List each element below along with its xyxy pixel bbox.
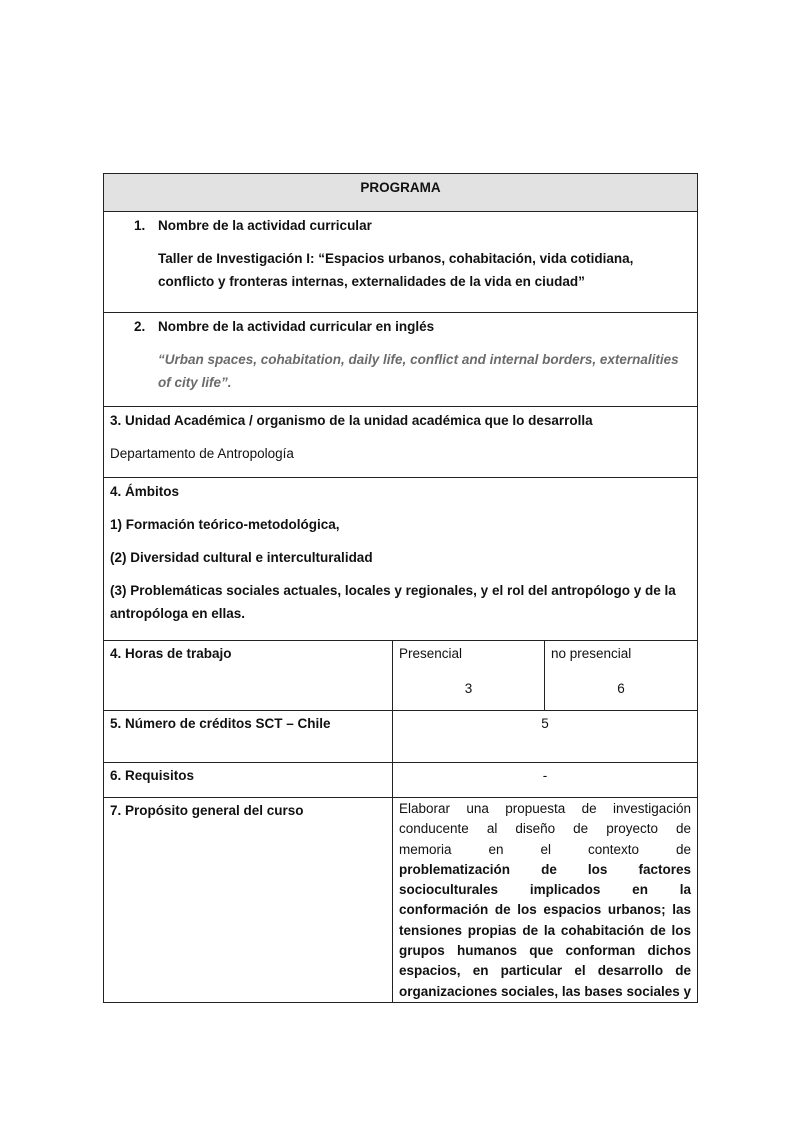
purpose-line-1: Elaborar una propuesta de investigación — [399, 801, 692, 816]
section-3-row — [104, 407, 698, 478]
section-1-title: 1. Nombre de la actividad curricular — [134, 214, 691, 237]
credits-label: 5. Número de créditos SCT – Chile — [104, 711, 393, 763]
presencial-value: 3 — [464, 681, 473, 696]
purpose-line-10: organizaciones sociales, las bases sociales y — [399, 983, 692, 999]
credits-row — [104, 711, 698, 763]
section-3-value: Departamento de Antropología — [110, 446, 294, 461]
section-2-value: “Urban spaces, cohabitation, daily life, conflict and internal borders, externalities of city life”. — [158, 352, 679, 390]
hours-presencial-cell — [393, 641, 545, 711]
section-4-row — [104, 478, 698, 641]
section-2-number: 2. — [134, 319, 146, 334]
purpose-line-4: problematización de los factores — [399, 861, 692, 877]
ambito-item-2: (2) Diversidad cultural e interculturalidad — [110, 550, 373, 565]
purpose-line-8: grupos humanos que conforman dichos — [399, 943, 692, 959]
purpose-text — [393, 798, 698, 1003]
program-header: PROGRAMA — [104, 174, 698, 212]
purpose-line-5: socioculturales implicados en la — [399, 882, 692, 898]
purpose-row — [104, 798, 698, 1003]
section-2-title: 2. Nombre de la actividad curricular en inglés — [134, 315, 691, 338]
requisites-row — [104, 763, 698, 798]
purpose-line-7: tensiones propias de la cohabitación de los — [399, 922, 692, 938]
section-1-number: 1. — [134, 218, 146, 233]
hours-no-presencial-cell — [545, 641, 698, 711]
requisites-label: 6. Requisitos — [104, 763, 393, 798]
hours-row — [104, 641, 698, 711]
purpose-line-6: conformación de los espacios urbanos; las — [399, 902, 692, 918]
no-presencial-value: 6 — [617, 681, 625, 696]
no-presencial-label: no presencial — [551, 646, 632, 661]
purpose-line-3: memoria en el contexto de — [399, 841, 692, 857]
purpose-line-9: espacios, en particular el desarrollo de — [399, 963, 692, 979]
program-table — [103, 173, 698, 1003]
ambito-item-1: 1) Formación teórico-metodológica, — [110, 517, 340, 532]
purpose-label: 7. Propósito general del curso — [104, 798, 393, 1003]
requisites-value: - — [393, 763, 698, 798]
section-1-row — [104, 212, 698, 313]
ambito-item-3: (3) Problemáticas sociales actuales, locales y regionales, y el rol del antropólogo y de la antropóloga en ellas. — [110, 583, 676, 621]
section-2-cell — [104, 313, 698, 407]
section-4-cell — [104, 478, 698, 641]
section-3-cell — [104, 407, 698, 478]
credits-value: 5 — [393, 711, 698, 763]
section-1-cell — [104, 212, 698, 313]
section-4-title: 4. Ámbitos — [110, 484, 180, 499]
presencial-label: Presencial — [399, 646, 463, 661]
header-row — [104, 174, 698, 212]
section-2-row — [104, 313, 698, 407]
section-3-title: 3. Unidad Académica / organismo de la unidad académica que lo desarrolla — [110, 413, 593, 428]
purpose-line-2: conducente al diseño de proyecto de — [399, 821, 692, 837]
hours-label: 4. Horas de trabajo — [104, 641, 393, 711]
section-1-value: Taller de Investigación I: “Espacios urbanos, cohabitación, vida cotidiana, conflicto y fronteras internas, externalidades de la vida en ciudad” — [158, 251, 634, 289]
